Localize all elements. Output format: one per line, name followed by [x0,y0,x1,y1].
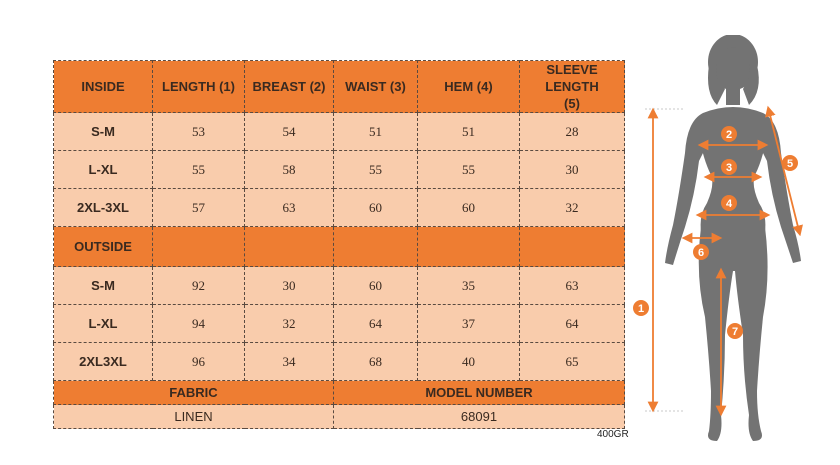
table-row [54,113,625,151]
size-label: S-M [54,267,153,305]
measurement-figure [625,35,825,450]
size-chart-table [53,60,625,429]
marker-3 [721,159,737,175]
svg-text:3: 3 [725,162,733,174]
table-cell: 34 [245,343,334,381]
table-cell: 63 [245,189,334,227]
table-cell: 96 [153,343,245,381]
header-length: LENGTH (1) [153,61,245,113]
table-cell: 63 [520,267,625,305]
table-row [54,305,625,343]
table-cell: 30 [520,151,625,189]
table-cell: 60 [334,189,418,227]
table-cell: 37 [418,305,520,343]
table-cell: 51 [418,113,520,151]
size-label: 2XL-3XL [54,189,153,227]
table-cell: 64 [520,305,625,343]
table-cell: 94 [153,305,245,343]
table-cell: 32 [245,305,334,343]
header-hem: HEM (4) [418,61,520,113]
table-cell: 32 [520,189,625,227]
table-cell: 57 [153,189,245,227]
table-cell: 35 [418,267,520,305]
table-cell: 68 [334,343,418,381]
table-row [54,343,625,381]
section-label-outside: OUTSIDE [54,227,153,267]
table-cell: 64 [334,305,418,343]
table-cell: 55 [418,151,520,189]
svg-text:7: 7 [731,326,739,338]
body-silhouette [665,35,801,441]
svg-text:1: 1 [637,303,645,315]
size-label: S-M [54,113,153,151]
table-cell: 65 [520,343,625,381]
table-cell: 55 [153,151,245,189]
table-cell: 40 [418,343,520,381]
table-row [54,267,625,305]
table-cell: 58 [245,151,334,189]
svg-text:4: 4 [725,198,733,210]
table-cell: 60 [334,267,418,305]
size-label: L-XL [54,305,153,343]
table-cell: 55 [334,151,418,189]
table-cell: 28 [520,113,625,151]
marker-1 [633,300,649,316]
model-number-label: MODEL NUMBER [334,381,625,405]
table-cell: 60 [418,189,520,227]
header-waist: WAIST (3) [334,61,418,113]
product-code: 400GR [597,429,629,440]
model-number-value: 68091 [334,405,625,429]
table-cell: 54 [245,113,334,151]
header-sleeve-length [520,61,625,113]
fabric-label: FABRIC [54,381,334,405]
svg-text:6: 6 [697,247,705,259]
marker-2 [721,126,737,142]
table-cell: 30 [245,267,334,305]
header-breast: BREAST (2) [245,61,334,113]
table-row [54,151,625,189]
fabric-value: LINEN [54,405,334,429]
size-label: L-XL [54,151,153,189]
svg-text:5: 5 [786,158,794,170]
header-row [54,61,625,113]
header-inside: INSIDE [54,61,153,113]
fabric-header-row [54,381,625,405]
header-sleeve-length-text: SLEEVE LENGTH (5) [545,62,599,111]
marker-6 [693,244,709,260]
fabric-value-row [54,405,625,429]
marker-5 [782,155,798,171]
section-row-outside [54,227,625,267]
table-cell: 92 [153,267,245,305]
marker-7 [727,323,743,339]
table-cell: 53 [153,113,245,151]
marker-4 [721,195,737,211]
size-label: 2XL3XL [54,343,153,381]
svg-text:2: 2 [725,129,733,141]
table-row [54,189,625,227]
table-cell: 51 [334,113,418,151]
